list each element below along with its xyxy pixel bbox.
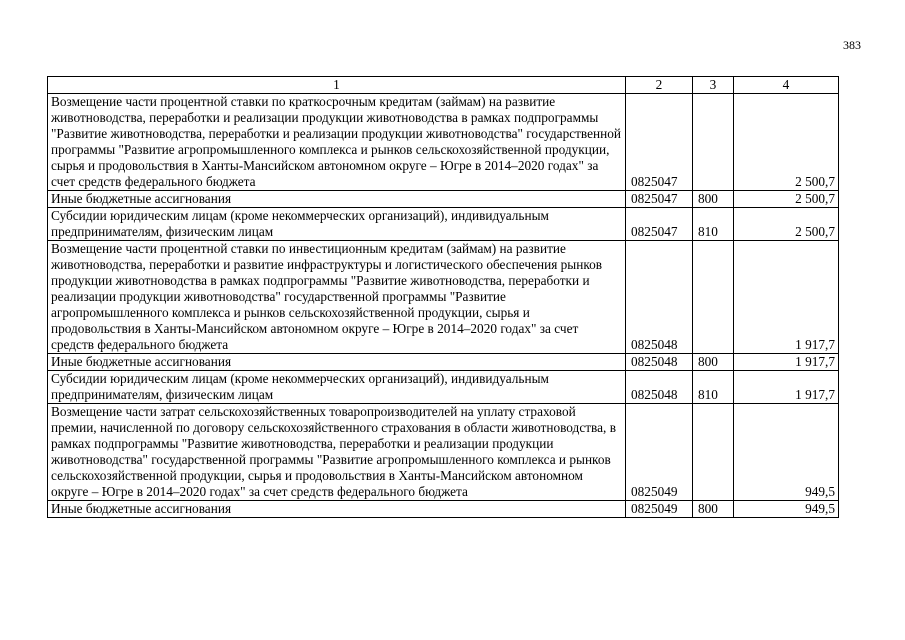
row-description: Иные бюджетные ассигнования xyxy=(48,354,626,371)
budget-table xyxy=(47,76,839,518)
table-row xyxy=(48,354,839,371)
table-row xyxy=(48,404,839,501)
table-row xyxy=(48,208,839,241)
row-amount: 2 500,7 xyxy=(734,94,839,191)
row-kind xyxy=(693,404,734,501)
table-row xyxy=(48,241,839,354)
table-row xyxy=(48,501,839,518)
row-kind: 800 xyxy=(693,501,734,518)
row-amount: 2 500,7 xyxy=(734,191,839,208)
row-description: Возмещение части процентной ставки по инвестиционным кредитам (займам) на развитие животноводства, переработки и развитие инфраструктуры и логистического обеспечения рынков продукции животноводства в рамках подпрограммы "Развитие животноводства, переработки и реализации продукции животноводства" государственной программы "Развитие агропромышленного комплекса и рынков сельскохозяйственной продукции, сырья и продовольствия в Ханты-Мансийском автономном округе – Югре в 2014–2020 годах" за счет средств федерального бюджета xyxy=(48,241,626,354)
row-code: 0825049 xyxy=(626,501,693,518)
column-header-2: 2 xyxy=(626,77,693,94)
row-kind: 810 xyxy=(693,371,734,404)
row-description: Субсидии юридическим лицам (кроме некоммерческих организаций), индивидуальным предпринимателям, физическим лицам xyxy=(48,371,626,404)
row-kind xyxy=(693,94,734,191)
table-row xyxy=(48,94,839,191)
row-amount: 1 917,7 xyxy=(734,241,839,354)
row-kind: 800 xyxy=(693,191,734,208)
row-description: Иные бюджетные ассигнования xyxy=(48,191,626,208)
row-description: Субсидии юридическим лицам (кроме некоммерческих организаций), индивидуальным предпринимателям, физическим лицам xyxy=(48,208,626,241)
row-amount: 949,5 xyxy=(734,501,839,518)
row-description: Иные бюджетные ассигнования xyxy=(48,501,626,518)
table-header-row xyxy=(48,77,839,94)
table-row xyxy=(48,371,839,404)
row-code: 0825048 xyxy=(626,241,693,354)
column-header-3: 3 xyxy=(693,77,734,94)
row-amount: 1 917,7 xyxy=(734,371,839,404)
row-kind xyxy=(693,241,734,354)
row-kind: 800 xyxy=(693,354,734,371)
row-amount: 949,5 xyxy=(734,404,839,501)
page-number: 383 xyxy=(843,38,861,52)
row-code: 0825048 xyxy=(626,354,693,371)
row-code: 0825047 xyxy=(626,191,693,208)
column-header-1: 1 xyxy=(48,77,626,94)
row-description: Возмещение части затрат сельскохозяйственных товаропроизводителей на уплату страховой премии, начисленной по договору сельскохозяйственного страхования в области животноводства, в рамках подпрограммы "Развитие животноводства, переработки и реализации продукции животноводства" государственной программы "Развитие агропромышленного комплекса и рынков сельскохозяйственной продукции, сырья и продовольствия в Ханты-Мансийском автономном округе – Югре в 2014–2020 годах" за счет средств федерального бюджета xyxy=(48,404,626,501)
row-code: 0825047 xyxy=(626,208,693,241)
column-header-4: 4 xyxy=(734,77,839,94)
row-description: Возмещение части процентной ставки по краткосрочным кредитам (займам) на развитие животноводства, переработки и реализации продукции животноводства в рамках подпрограммы "Развитие животноводства, переработки и реализации продукции животноводства" государственной программы "Развитие агропромышленного комплекса и рынков сельскохозяйственной продукции, сырья и продовольствия в Ханты-Мансийском автономном округе – Югре в 2014–2020 годах" за счет средств федерального бюджета xyxy=(48,94,626,191)
row-code: 0825047 xyxy=(626,94,693,191)
row-amount: 1 917,7 xyxy=(734,354,839,371)
table-row xyxy=(48,191,839,208)
row-code: 0825048 xyxy=(626,371,693,404)
row-kind: 810 xyxy=(693,208,734,241)
row-code: 0825049 xyxy=(626,404,693,501)
row-amount: 2 500,7 xyxy=(734,208,839,241)
